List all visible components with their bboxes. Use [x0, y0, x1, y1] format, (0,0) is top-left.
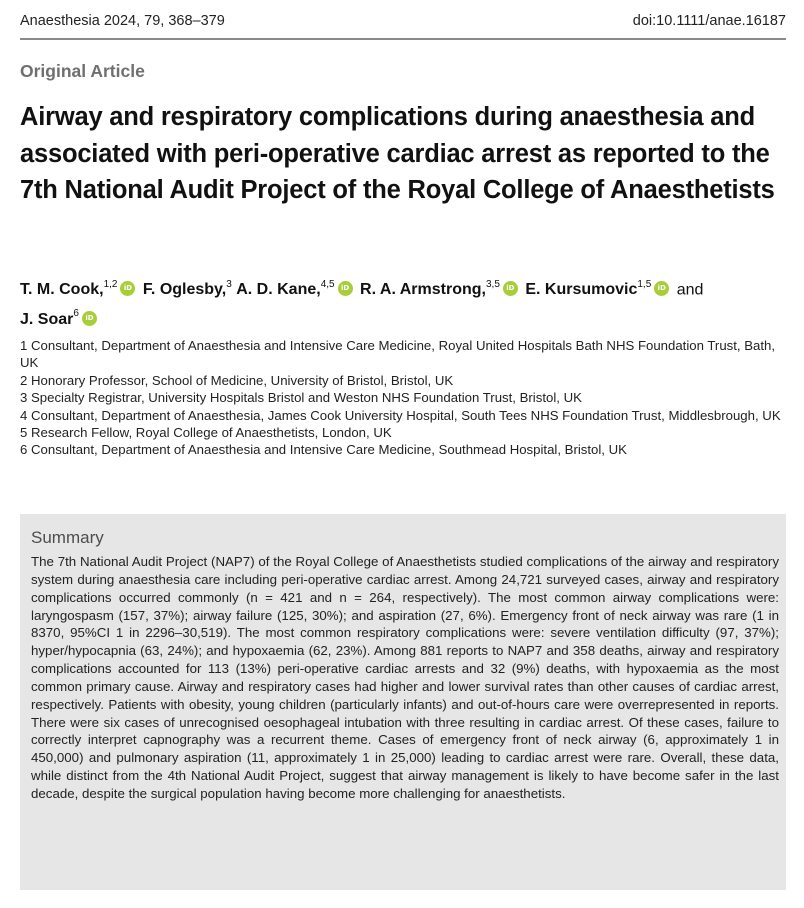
author-name: T. M. Cook, [20, 281, 104, 299]
affiliation-item: 5 Research Fellow, Royal College of Anaesthetists, London, UK [20, 425, 392, 441]
author-affiliation-marker: 6 [73, 308, 79, 320]
author[interactable] [20, 308, 79, 328]
author-name: R. A. Armstrong, [360, 281, 486, 299]
authors-conjunction: and [676, 281, 704, 299]
author[interactable] [360, 281, 500, 298]
author-name: A. D. Kane, [236, 281, 321, 299]
header-divider [20, 38, 786, 40]
author[interactable] [20, 281, 117, 298]
orcid-icon[interactable]: iD [338, 281, 353, 296]
affiliation-item: 3 Specialty Registrar, University Hospitals Bristol and Weston NHS Foundation Trust, Bristol, UK [20, 390, 582, 406]
author-affiliation-marker: 3,5 [485, 279, 500, 290]
doi-link[interactable]: doi:10.1111/anae.16187 [632, 13, 786, 29]
journal-citation: Anaesthesia 2024, 79, 368–379 [20, 13, 225, 29]
affiliation-item: 6 Consultant, Department of Anaesthesia and Intensive Care Medicine, Southmead Hospital, Bristol, UK [20, 442, 627, 458]
orcid-icon[interactable]: iD [120, 281, 135, 296]
author[interactable] [143, 281, 232, 298]
summary-heading: Summary [31, 528, 104, 547]
article-type-label: Original Article [20, 61, 145, 81]
orcid-icon[interactable]: iD [82, 311, 97, 326]
running-head [20, 13, 786, 33]
orcid-icon[interactable]: iD [503, 281, 518, 296]
author-list [20, 273, 790, 332]
summary-text: The 7th National Audit Project (NAP7) of the Royal College of Anaesthetists studied complications of the airway and respiratory system during anaesthesia care including peri-operative cardiac arrest. Among 24,721 surveyed cases, airway and respiratory complications occurred commonly (n = 421 and n = 264, respectively). The most common airway complications were: laryngospasm (157, 37%); airway failure (125, 30%); and aspiration (27, 6%). Emergency front of neck airway was rare (1 in 8370, 95%CI 1 in 2296–30,519). The most common respiratory complications were: severe ventilation difficulty (97, 37%); hyper/hypocapnia (63, 24%); and hypoxaemia (62, 23%). Among 881 reports to NAP7 and 358 deaths, airway and respiratory complications accounted for 113 (13%) peri-operative cardiac arrests and 32 (9%) deaths, with hypoxaemia as the most common primary cause. Airway and respiratory cases had higher and lower survival rates than other causes of cardiac arrest, respectively. Patients with obesity, young children (particularly infants) and out-of-hours care were overrepresented in reports. There were six cases of unrecognised oesophageal intubation with three resulting in cardiac arrest. Of these cases, failure to correctly interpret capnography was a recurrent theme. Cases of emergency front of neck airway (6, approximately 1 in 450,000) and pulmonary aspiration (11, approximately 1 in 25,000) leading to cardiac arrest were rare. Overall, these data, while distinct from the 4th National Audit Project, suggest that airway management is likely to have become safer in the last decade, despite the surgical population having become more challenging for anaesthetists. [31, 554, 779, 801]
summary-box [20, 514, 786, 890]
orcid-icon[interactable]: iD [654, 281, 669, 296]
affiliations [20, 337, 790, 459]
affiliation-item: 4 Consultant, Department of Anaesthesia, James Cook University Hospital, South Tees NHS Foundation Trust, Middlesbrough, UK [20, 407, 781, 423]
author-affiliation-marker: 1,2 [103, 279, 118, 290]
author-name: F. Oglesby, [142, 281, 227, 299]
affiliation-item: 1 Consultant, Department of Anaesthesia and Intensive Care Medicine, Royal United Hospitals Bath NHS Foundation Trust, Bath, UK [20, 338, 776, 371]
author[interactable] [236, 281, 334, 298]
affiliation-item: 2 Honorary Professor, School of Medicine, University of Bristol, Bristol, UK [20, 372, 454, 388]
author-name: J. Soar [20, 310, 74, 328]
author[interactable] [525, 281, 651, 298]
author-affiliation-marker: 1,5 [637, 279, 652, 290]
author-affiliation-marker: 4,5 [320, 279, 335, 290]
article-title: Airway and respiratory complications during anaesthesia and associated with peri-operative cardiac arrest as reported to the 7th National Audit Project of the Royal College of Anaesthetists [20, 103, 775, 204]
author-affiliation-marker: 3 [226, 279, 232, 290]
author-name: E. Kursumovic [525, 281, 638, 299]
